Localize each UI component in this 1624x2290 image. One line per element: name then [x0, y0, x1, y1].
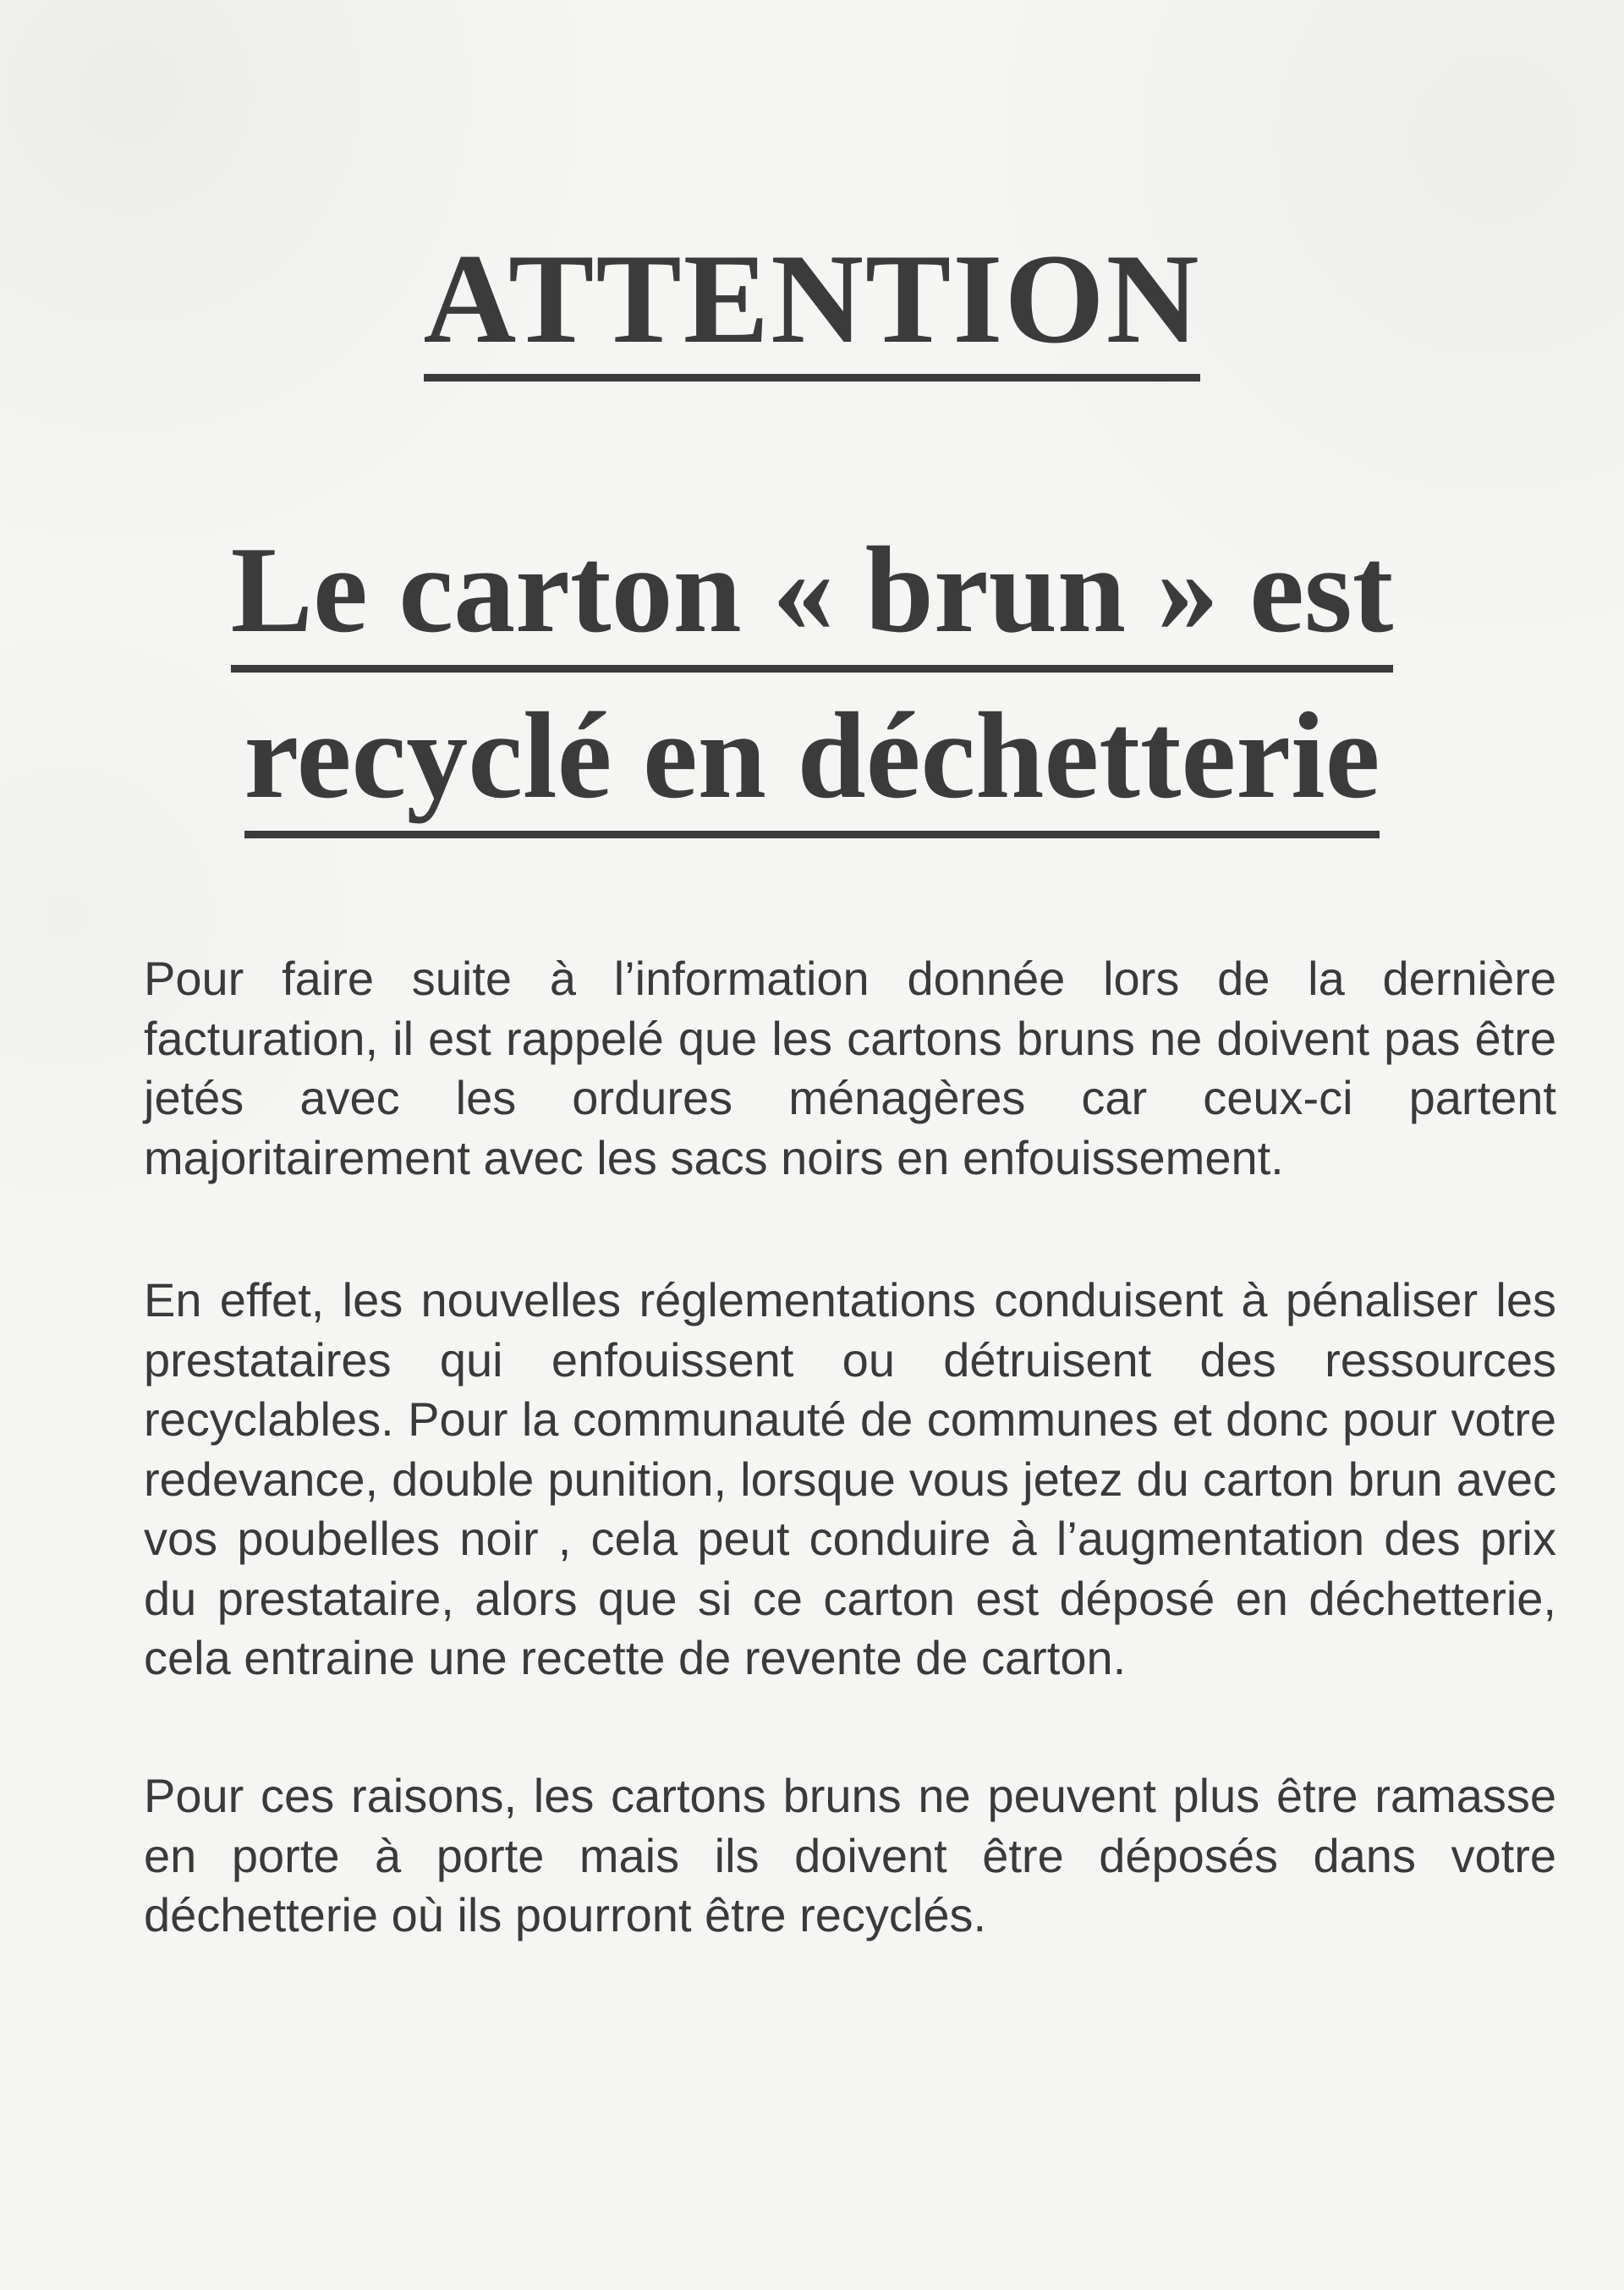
paragraph-2: En effet, les nouvelles réglementations conduisent à pénaliser les prestataires qui enfouissent ou détruisent des ressources recyclables. Pour la communauté de communes et donc pour votre redevance, double punition, lorsque vous jetez du carton brun avec vos poubelles noir , cela peut conduire à l’augmentation des prix du prestataire, alors que si ce carton est déposé en déchetterie, cela entraine une recette de revente de carton. — [144, 1273, 1556, 1684]
document-subtitle-line-2-text: recyclé en déchetterie — [244, 684, 1380, 838]
document-subtitle-line-2 — [0, 684, 1624, 838]
document-title-text: ATTENTION — [424, 227, 1201, 382]
paragraph-1: Pour faire suite à l’information donnée lors de la dernière facturation, il est rappelé que les cartons bruns ne doivent pas être jetés avec les ordures ménagères car ceux-ci partent majoritairement avec les sacs noirs en enfouissement. — [144, 952, 1556, 1184]
document-subtitle-line-1 — [0, 518, 1624, 673]
paragraph-3: Pour ces raisons, les cartons bruns ne peuvent plus être ramasse en porte à porte mais ils doivent être déposés dans votre déchetterie où ils pourront être recyclés. — [144, 1769, 1556, 1941]
document-title — [0, 227, 1624, 382]
document-subtitle-line-1-text: Le carton « brun » est — [231, 518, 1394, 673]
